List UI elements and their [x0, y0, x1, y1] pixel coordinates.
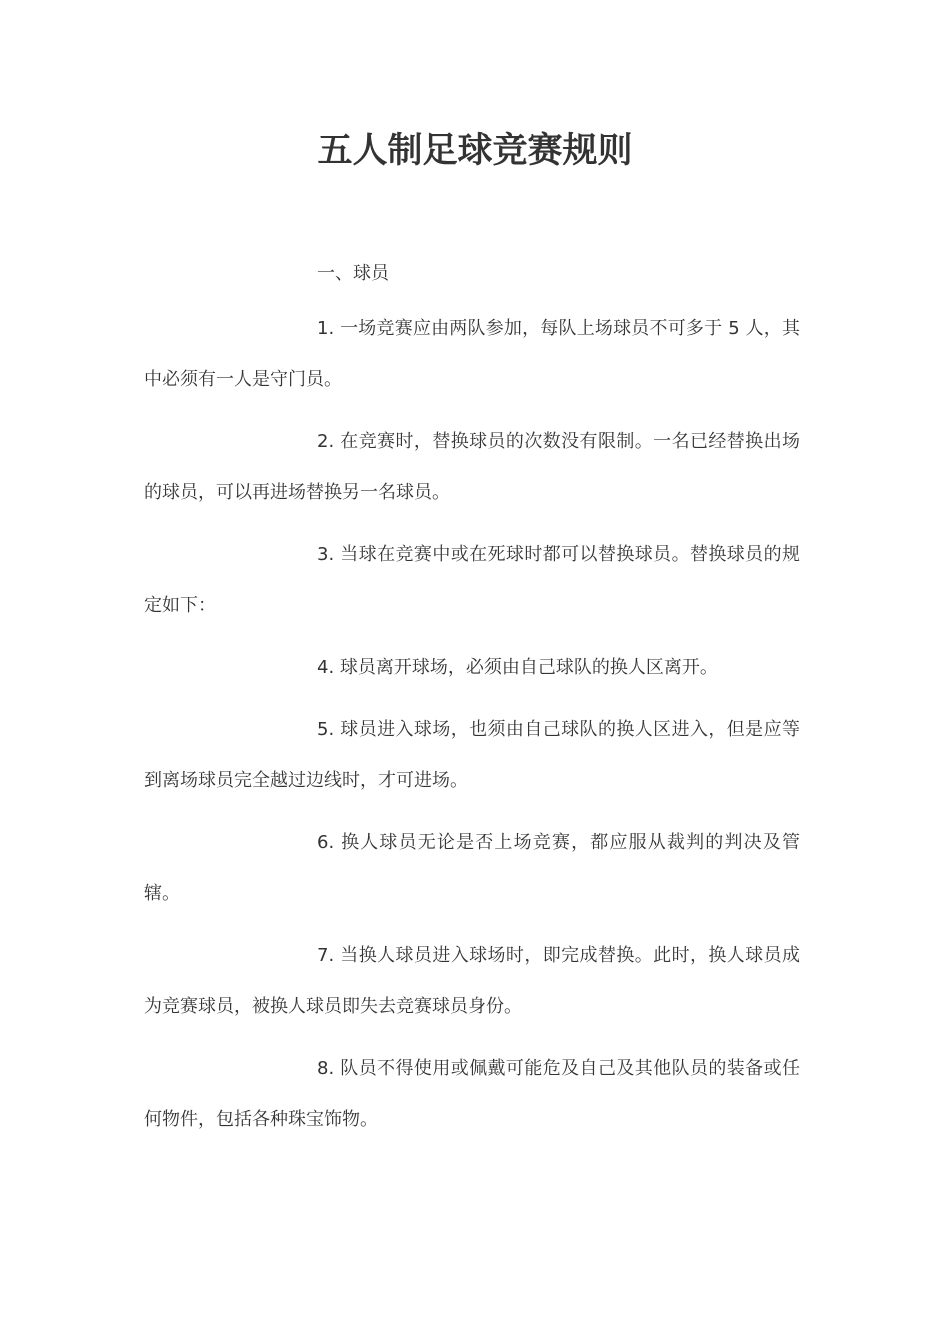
rule-paragraph-5: 5. 球员进入球场，也须由自己球队的换人区进入，但是应等到离场球员完全越过边线时，才可进场。 [144, 719, 800, 791]
rule-paragraph-1: 1. 一场竞赛应由两队参加，每队上场球员不可多于 5 人，其中必须有一人是守门员。 [144, 318, 800, 390]
rule-paragraph-8: 8. 队员不得使用或佩戴可能危及自己及其他队员的装备或任何物件，包括各种珠宝饰物。 [144, 1058, 800, 1130]
rule-paragraph-7: 7. 当换人球员进入球场时，即完成替换。此时，换人球员成为竞赛球员，被换人球员即失去竞赛球员身份。 [144, 945, 800, 1017]
section-heading: 一、球员 [317, 263, 389, 284]
rule-paragraph-6: 6. 换人球员无论是否上场竞赛，都应服从裁判的判决及管辖。 [144, 832, 800, 904]
rule-paragraph-3: 3. 当球在竞赛中或在死球时都可以替换球员。替换球员的规定如下： [144, 544, 800, 616]
page-title: 五人制足球竞赛规则 [317, 131, 633, 171]
rule-paragraph-2: 2. 在竞赛时，替换球员的次数没有限制。一名已经替换出场的球员，可以再进场替换另一名球员。 [144, 431, 800, 503]
rule-paragraph-4: 4. 球员离开球场，必须由自己球队的换人区离开。 [317, 657, 718, 678]
document-body [144, 257, 800, 1156]
